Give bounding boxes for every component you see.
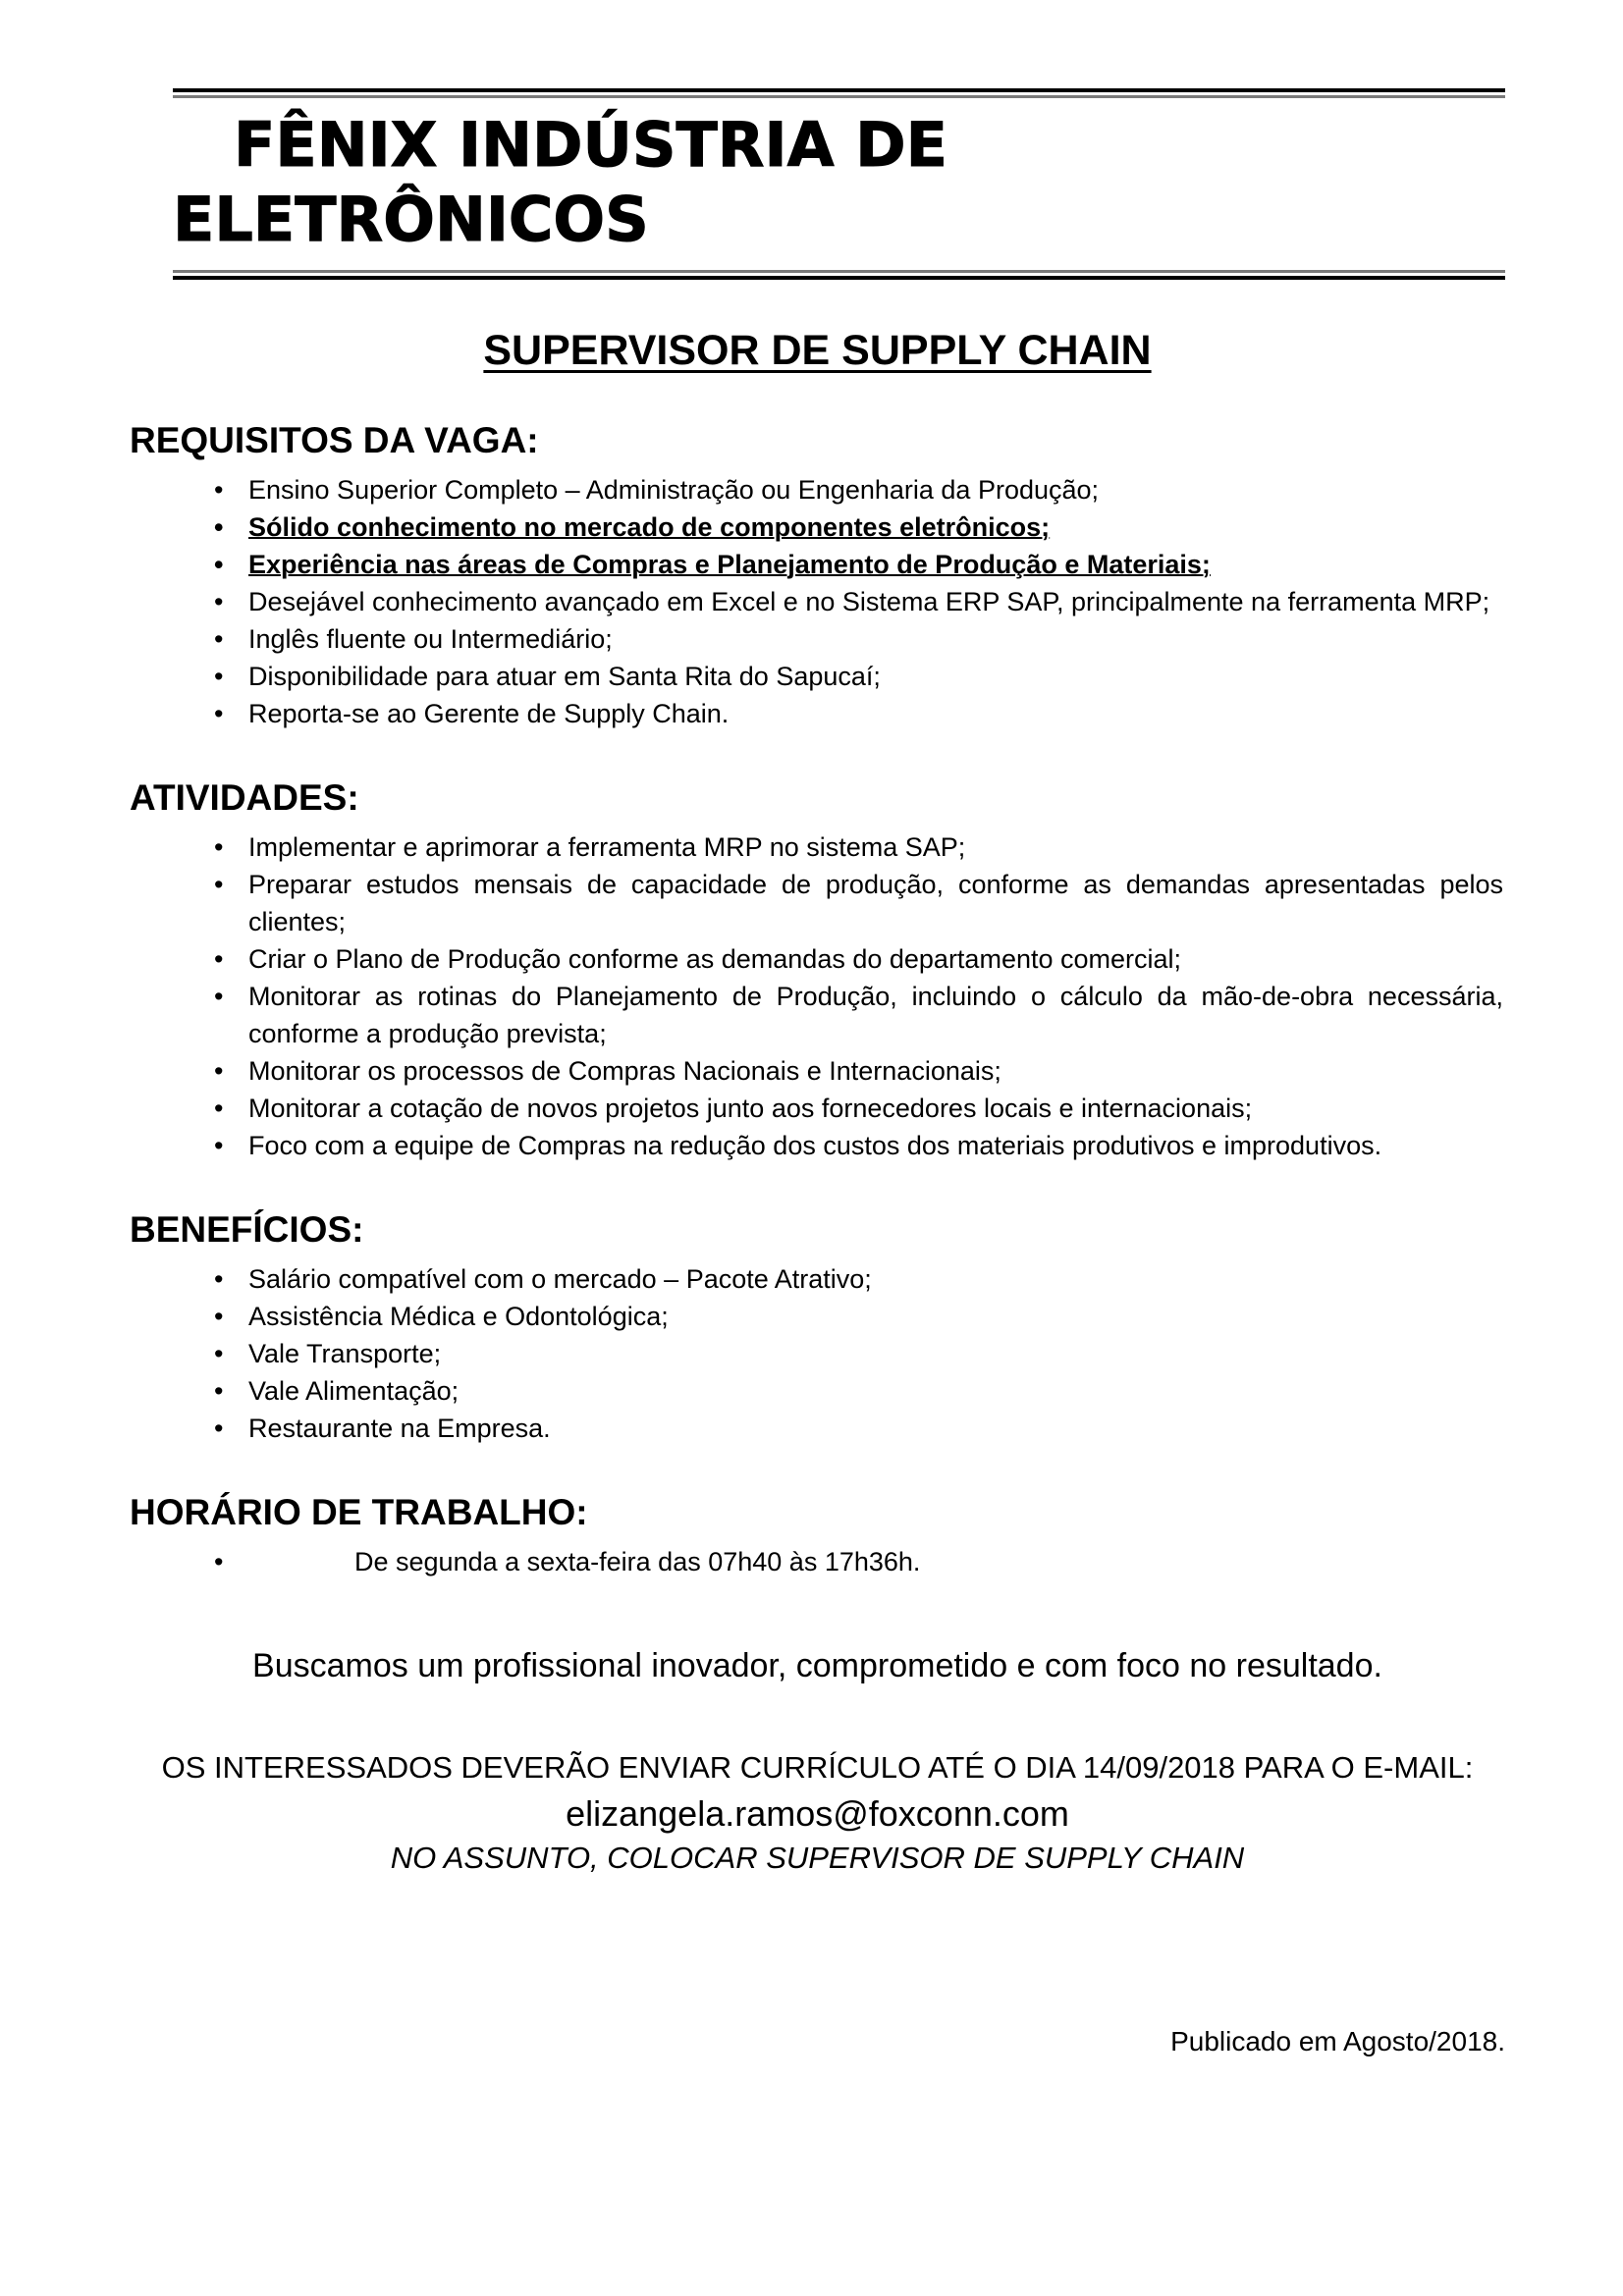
list-item: • Ensino Superior Completo – Administração ou Engenharia da Produção; bbox=[248, 471, 1505, 508]
list-item: • Assistência Médica e Odontológica; bbox=[248, 1298, 1505, 1335]
application-email: elizangela.ramos@foxconn.com bbox=[566, 1793, 1069, 1835]
application-instructions: OS INTERESSADOS DEVERÃO ENVIAR CURRÍCULO ATÉ O DIA 14/09/2018 PARA O E-MAIL: bbox=[161, 1750, 1474, 1786]
section-list bbox=[130, 1543, 1505, 1580]
publication-date: Publicado em Agosto/2018. bbox=[1170, 2025, 1505, 2056]
list-item: • Salário compatível com o mercado – Pacote Atrativo; bbox=[248, 1260, 1505, 1298]
section-heading: BENEFÍCIOS: bbox=[130, 1209, 364, 1251]
letterhead-top-rule bbox=[173, 88, 1505, 98]
section-heading: ATIVIDADES: bbox=[130, 777, 359, 819]
list-item: • Monitorar os processos de Compras Nacionais e Internacionais; bbox=[248, 1052, 1505, 1090]
list-item: • Desejável conhecimento avançado em Excel e no Sistema ERP SAP, principalmente na ferramenta MRP; bbox=[248, 583, 1505, 620]
list-item: • Sólido conhecimento no mercado de componentes eletrônicos; bbox=[248, 508, 1505, 546]
list-item: • Monitorar a cotação de novos projetos junto aos fornecedores locais e internacionais; bbox=[248, 1090, 1505, 1127]
list-item: • Inglês fluente ou Intermediário; bbox=[248, 620, 1505, 658]
company-name bbox=[173, 98, 1505, 270]
list-item: • Foco com a equipe de Compras na redução dos custos dos materiais produtivos e improdutivos. bbox=[248, 1127, 1505, 1164]
job-sections bbox=[130, 420, 1505, 1580]
section-list bbox=[130, 828, 1505, 1164]
list-item: • Reporta-se ao Gerente de Supply Chain. bbox=[248, 695, 1505, 732]
section-list bbox=[130, 1260, 1505, 1447]
list-item: • Preparar estudos mensais de capacidade de produção, conforme as demandas apresentadas pelos clientes; bbox=[248, 866, 1505, 940]
email-subject-note: NO ASSUNTO, COLOCAR SUPERVISOR DE SUPPLY CHAIN bbox=[390, 1840, 1245, 1875]
list-item: • Implementar e aprimorar a ferramenta MRP no sistema SAP; bbox=[248, 828, 1505, 866]
list-item: • Vale Alimentação; bbox=[248, 1372, 1505, 1410]
job-section bbox=[130, 1492, 1505, 1580]
company-name-line1: FÊNIX INDÚSTRIA DE bbox=[234, 109, 947, 181]
job-section bbox=[130, 777, 1505, 1164]
list-item: • Criar o Plano de Produção conforme as demandas do departamento comercial; bbox=[248, 940, 1505, 978]
section-list bbox=[130, 471, 1505, 732]
list-item: • Monitorar as rotinas do Planejamento de Produção, incluindo o cálculo da mão-de-obra necessária, conforme a produção prevista; bbox=[248, 978, 1505, 1052]
section-heading: REQUISITOS DA VAGA: bbox=[130, 420, 539, 461]
company-name-line2: ELETRÔNICOS bbox=[173, 183, 649, 255]
list-item: • Restaurante na Empresa. bbox=[248, 1410, 1505, 1447]
letterhead-bottom-rule bbox=[173, 270, 1505, 280]
list-item: • De segunda a sexta-feira das 07h40 às 17h36h. bbox=[248, 1543, 1505, 1580]
job-section bbox=[130, 420, 1505, 732]
list-item: • Vale Transporte; bbox=[248, 1335, 1505, 1372]
list-item: • Experiência nas áreas de Compras e Planejamento de Produção e Materiais; bbox=[248, 546, 1505, 583]
closing-pitch: Buscamos um profissional inovador, comprometido e com foco no resultado. bbox=[252, 1647, 1382, 1685]
list-item: • Disponibilidade para atuar em Santa Rita do Sapucaí; bbox=[248, 658, 1505, 695]
letterhead bbox=[173, 88, 1505, 280]
section-heading: HORÁRIO DE TRABALHO: bbox=[130, 1492, 588, 1533]
job-title: SUPERVISOR DE SUPPLY CHAIN bbox=[483, 327, 1152, 375]
job-section bbox=[130, 1209, 1505, 1447]
